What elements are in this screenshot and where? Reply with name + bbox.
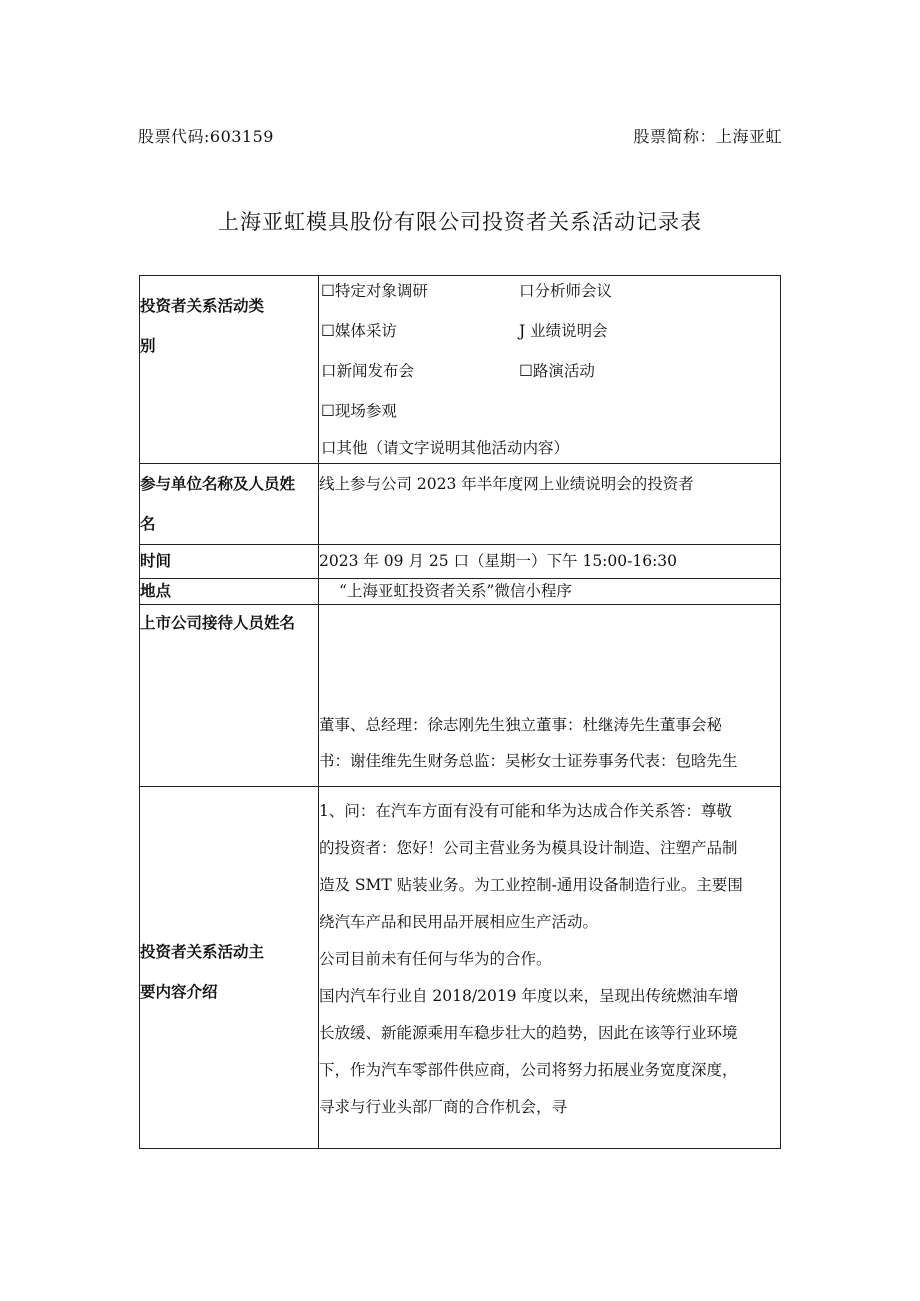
time-text: 2023 年 09 月 25 口（星期一）下午 15:00-16:30: [319, 552, 678, 570]
label-line: 投资者关系活动类: [140, 297, 265, 315]
content-line: 长放缓、新能源乘用车稳步壮大的趋势，因此在该等行业环境: [319, 1024, 738, 1042]
stock-code: 股票代码:603159: [138, 127, 274, 146]
table-row: [140, 787, 781, 1149]
table-row: [140, 605, 781, 787]
content-line: 寻求与行业头部厂商的合作机会，寻: [319, 1098, 568, 1116]
content-label: [140, 787, 319, 1149]
participants-text: 线上参与公司 2023 年半年度网上业绩说明会的投资者: [319, 475, 694, 493]
label-line: 要内容介绍: [140, 983, 218, 1001]
activity-type-options: [319, 276, 781, 464]
table-row: [140, 464, 781, 545]
label-line: 投资者关系活动主: [140, 943, 265, 961]
participants-value: [319, 464, 781, 545]
reception-value: [319, 605, 781, 787]
option-press-conference: 口新闻发布会: [321, 362, 415, 380]
content-line: 1、问：在汽车方面有没有可能和华为达成合作关系答：尊敬: [319, 802, 732, 820]
stock-name: 股票简称：上海亚虹: [633, 127, 782, 146]
content-value: [319, 787, 781, 1149]
location-text: “上海亚虹投资者关系”微信小程序: [339, 582, 572, 600]
label-line: 别: [140, 337, 156, 355]
option-site-visit: ☐现场参观: [321, 402, 397, 420]
participants-label: [140, 464, 319, 545]
document-title: 上海亚虹模具股份有限公司投资者关系活动记录表: [218, 210, 702, 234]
option-analyst-meeting: 口分析师会议: [519, 282, 613, 300]
content-line: 下，作为汽车零部件供应商，公司将努力拓展业务宽度深度，: [319, 1061, 738, 1079]
content-line: 绕汽车产品和民用品开展相应生产活动。: [319, 913, 599, 931]
activity-record-table: [139, 275, 781, 1149]
content-line: 国内汽车行业自 2018/2019 年度以来，呈现出传统燃油车增: [319, 987, 739, 1005]
activity-type-label: [140, 276, 319, 464]
location-label: [140, 579, 319, 605]
option-earnings-call: J 业绩说明会: [519, 322, 608, 340]
content-line: 造及 SMT 贴装业务。为工业控制-通用设备制造行业。主要围: [319, 876, 743, 894]
option-media-interview: ☐媒体采访: [321, 322, 397, 340]
time-label: [140, 545, 319, 579]
time-label-text: 时间: [140, 552, 172, 570]
table-row: [140, 545, 781, 579]
option-other: 口其他（请文字说明其他活动内容）: [321, 439, 570, 457]
time-value: [319, 545, 781, 579]
label-line: 参与单位名称及人员姓: [140, 475, 296, 493]
content-line: 的投资者：您好！公司主营业务为模具设计制造、注塑产品制: [319, 839, 738, 857]
content-line: 公司目前未有任何与华为的合作。: [319, 950, 552, 968]
label-line: 名: [140, 515, 156, 533]
reception-label: [140, 605, 319, 787]
location-label-text: 地点: [140, 582, 172, 600]
option-specific-research: ☐特定对象调研: [321, 282, 428, 300]
reception-label-text: 上市公司接待人员姓名: [140, 614, 296, 632]
option-roadshow: ☐路演活动: [519, 362, 595, 380]
table-row: [140, 276, 781, 464]
reception-line: 书：谢佳维先生财务总监：吴彬女士证券事务代表：包晗先生: [319, 752, 738, 770]
table-row: [140, 579, 781, 605]
reception-line: 董事、总经理：徐志刚先生独立董事：杜继涛先生董事会秘: [319, 716, 723, 734]
location-value: [319, 579, 781, 605]
